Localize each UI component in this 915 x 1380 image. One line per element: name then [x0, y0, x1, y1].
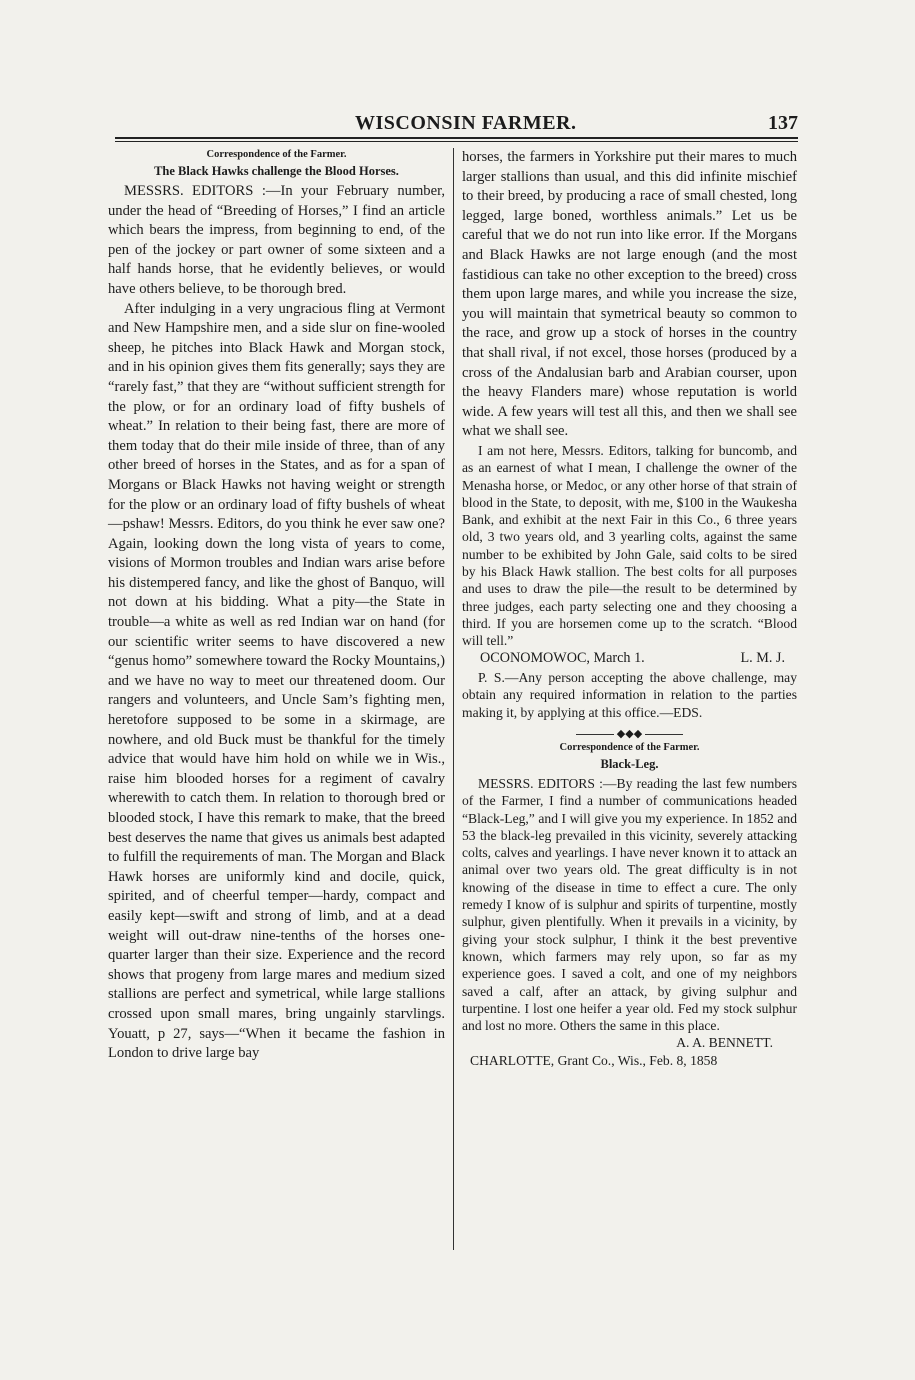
running-title: WISCONSIN FARMER.: [355, 112, 577, 134]
article2-paragraph: MESSRS. EDITORS :—By reading the last few numbers of the Farmer, I find a number of communications headed “Black-Leg,” and I will give you my experience. In 1852 and 53 the black-leg prevailed in this vicinity, severely attacking colts, calves and yearlings. I have never known it to attack an animal over two years old. The great difficulty is in not knowing of the disease in time to effect a cure. The only remedy I know of is sulphur and spirits of turpentine, mostly sulphur, given plentifully. When it prevails in a vicinity, by giving your stock sulphur, I think it the best preventive known, which farmers may rely upon, so far as my experience goes. I saved a colt, and one of my neighbors saved a calf, after an attack, by giving sulphur and turpentine. I lost one heifer a year old. Fed my stock sulphur and lost no more. Others the same in this place.: [462, 775, 797, 1034]
article2-title: Black-Leg.: [600, 756, 659, 771]
page-header: [115, 112, 798, 138]
article1-place-date: OCONOMOWOC, March 1.: [480, 650, 645, 667]
column-divider: [453, 148, 454, 1250]
section-ornament: [462, 727, 797, 741]
header-rule: [115, 137, 798, 142]
article2-place-date: CHARLOTTE, Grant Co., Wis., Feb. 8, 1858: [470, 1052, 718, 1068]
article1-paragraph-2-continued: horses, the farmers in Yorkshire put their mares to much larger stallions than usual, and this did infinite mischief to their breed, by producing a race of small chested, long legged, large boned, worthless animals.” Let us be careful that we do not run into like error. If the Morgans and Black Hawks are not large enough (and the most fastidious can take no other exception to the breed) cross them upon large mares, and while you increase the size, you will maintain that symetrical beauty so common to the race, and grow up a stock of horses in the country that shall rival, if not excel, those horses (produced by a cross of the Andalusian barb and Arabian courser, upon the heavy Flanders mare) whose reputation is world wide. A few years will test all this, and then we shall see what we shall see.: [462, 149, 797, 440]
right-column: [462, 148, 797, 1069]
article1-paragraph-1: MESSRS. EDITORS :—In your February number, under the head of “Breeding of Horses,” I find an article which bears the impress, from beginning to end, of the pen of the jockey or part owner of some sixteen and a half hands horse, that he evidently believes, or would have others believe, to be thorough bred.: [108, 183, 445, 297]
left-column: [108, 148, 445, 1064]
article2-signature: A. A. BENNETT.: [676, 1035, 773, 1051]
article1-signature-line: [462, 649, 797, 669]
article1-title: The Black Hawks challenge the Blood Horses.: [154, 164, 399, 178]
ornament-glyphs: ◆◆◆: [616, 727, 643, 740]
article1-initials: L. M. J.: [740, 650, 785, 667]
page-number: 137: [768, 112, 798, 134]
article1-paragraph-2: After indulging in a very ungracious fling at Vermont and New Hampshire men, and a side slur on fine-wooled sheep, he pitches into Black Hawk and Morgan stock, and in his opinion gives them fits generally; says they are “rarely fast,” that they are “without sufficient strength for the plow, or for an ordinary load of fifty bushels of wheat.” In relation to their being fast, there are more of them today that do their mile inside of three, than of any other breed of horses in the States, and as for a span of Morgans or Black Hawks not having weight or strength for the plow or an ordinary load of fifty bushels of wheat—pshaw! Messrs. Editors, do you think he ever saw one? Again, looking down the long vista of years to come, visions of Mormon troubles and Indian wars arise before his distempered fancy, and like the ghost of Banquo, will not down at his bidding. What a pity—the State in trouble—a white as well as red Indian war on hand (for our scientific writer seems to have discovered a new “genus homo” somewhere toward the Rocky Mountains,) and we have no way to meet our threatened doom. Our rangers and volunteers, and Uncle Sam’s fighting men, heretofore supposed to be some in a skirmage, are nowhere, and old Buck must be thankful for the timely advice that would have him hold on while we in Wis., raise him blooded horses for a regiment of cavalry wherewith to catch them. In relation to thorough bred or blooded stock, I have this remark to make, that the breed best deserves the name that gives us animals best adapted to fulfill the requirements of man. The Morgan and Black Hawk horses are uniformly kind and docile, quick, spirited, and of cheerful temper—hardy, compact and easily kept—swift and strong of limb, and at a dead weight will out-draw nine-tenths of the horses one-quarter larger than their size. Experience and the record shows that progeny from large mares and medium sized stallions are perfect and symetrical, while large stallions crossed upon small mares, bring ungainly starvlings. Youatt, p 27, says—“When it became the fashion in London to drive large bay: [108, 300, 445, 1062]
article1-paragraph-3: I am not here, Messrs. Editors, talking for buncomb, and as an earnest of what I mean, I challenge the owner of the Menasha horse, or Medoc, or any other horse of that strain of blood in the State, to deposit, with me, $100 in the Waukesha Bank, and exhibit at the next Fair in this Co., 6 three years old, 3 two years old, and 3 yearling colts, against the same number to be exhibited by John Gale, said colts to be sired by his Black Hawk stallion. The best colts for all purposes and uses to draw the pile—the result to be determined by three judges, each party selecting one and they choosing a third. If you are horsemen come up to the scratch. “Blood will tell.”: [462, 442, 797, 649]
article1-byline: Correspondence of the Farmer.: [206, 149, 347, 160]
article1-postscript: P. S.—Any person accepting the above challenge, may obtain any required information in relation to the parties making it, by applying at this office.—EDS.: [462, 670, 797, 720]
article2-byline: Correspondence of the Farmer.: [559, 741, 700, 753]
